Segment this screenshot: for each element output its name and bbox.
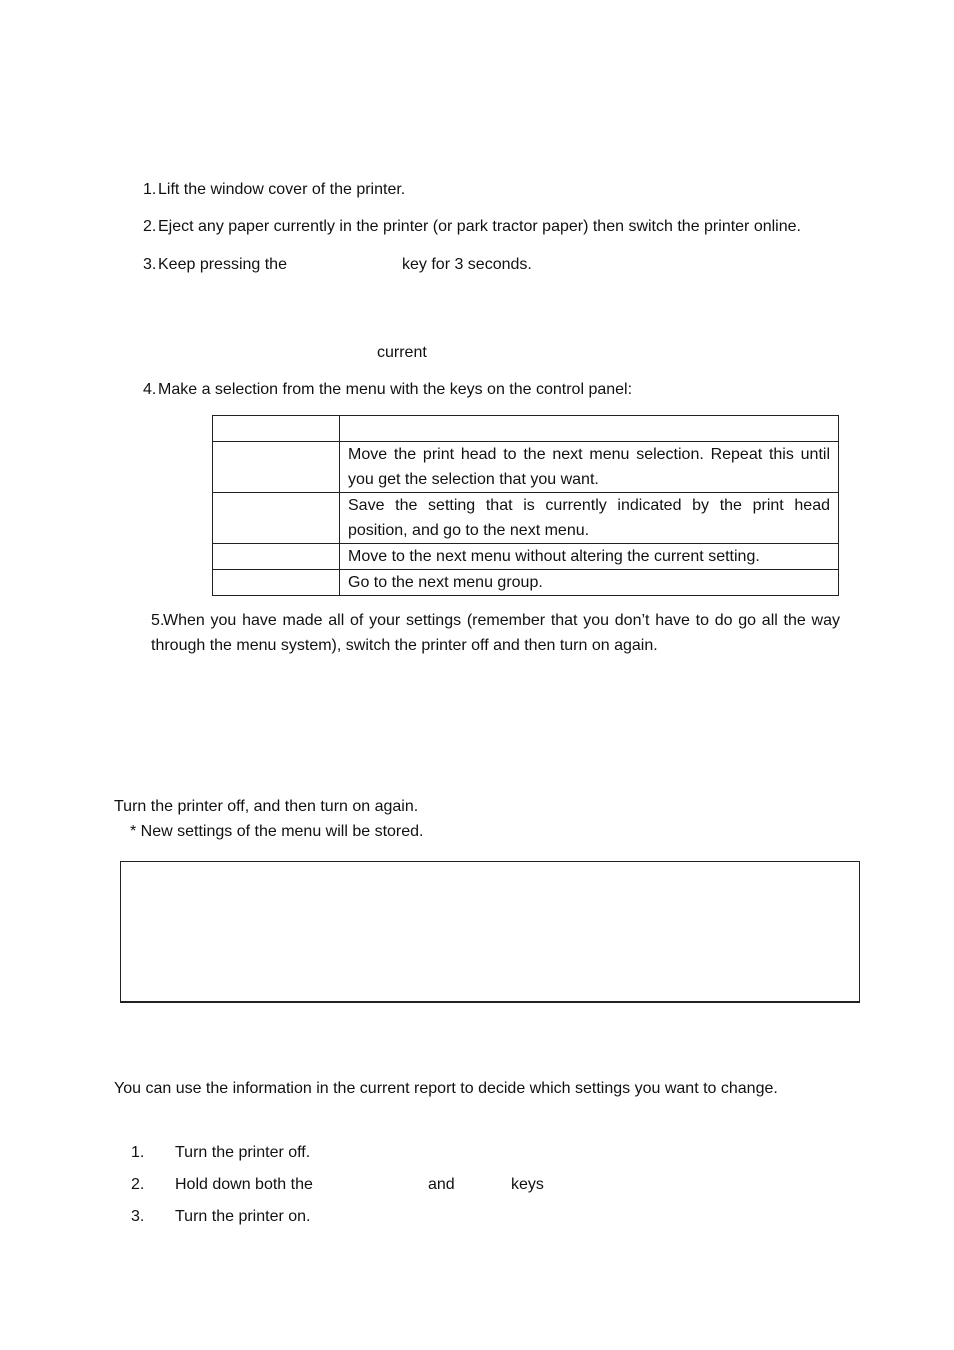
step-b-2-text-mid: and — [428, 1176, 455, 1193]
step-number: 1. — [143, 181, 157, 198]
note-box — [120, 861, 860, 1003]
key-cell — [213, 570, 340, 596]
step-number: 3. — [143, 256, 157, 273]
step-text-before: Keep pressing the — [158, 256, 287, 273]
step-text: Eject any paper currently in the printer (or park tractor paper) then switch the printer online. — [158, 218, 801, 235]
step-4 — [143, 380, 632, 400]
description-cell: Save the setting that is currently indicated by the print head position, and go to the next menu. — [340, 493, 839, 544]
table-row — [213, 493, 839, 544]
step-b-2-text-after: keys — [511, 1176, 544, 1193]
step-number: 5. — [151, 612, 165, 629]
step-3 — [143, 255, 287, 275]
step-text: Make a selection from the menu with the keys on the control panel: — [158, 381, 633, 398]
step-number: 2. — [143, 218, 157, 235]
description-cell — [340, 416, 839, 442]
step-b-3-number: 3. — [131, 1208, 145, 1225]
description-cell: Move to the next menu without altering the current setting. — [340, 544, 839, 570]
table-row — [213, 442, 839, 493]
table-row — [213, 570, 839, 596]
table-row — [213, 416, 839, 442]
step-b-2-number: 2. — [131, 1176, 145, 1193]
description-cell: Move the print head to the next menu selection. Repeat this until you get the selection that you want. — [340, 442, 839, 493]
key-function-table — [212, 415, 839, 596]
key-cell — [213, 442, 340, 493]
report-paragraph: You can use the information in the current report to decide which settings you want to change. — [114, 1080, 778, 1097]
stored-note: * New settings of the menu will be stored. — [130, 823, 424, 840]
step-b-2-text-before: Hold down both the — [175, 1176, 313, 1193]
step-number: 4. — [143, 381, 157, 398]
step-b-1-text: Turn the printer off. — [175, 1144, 311, 1161]
table-row — [213, 544, 839, 570]
description-cell: Go to the next menu group. — [340, 570, 839, 596]
step-3-after: key for 3 seconds. — [402, 256, 532, 273]
step-2 — [143, 217, 801, 237]
step-1 — [143, 180, 405, 200]
turn-off-instruction: Turn the printer off, and then turn on again. — [114, 798, 419, 815]
key-cell — [213, 416, 340, 442]
step-text: Lift the window cover of the printer. — [158, 181, 406, 198]
step-text: When you have made all of your settings (remember that you don’t have to do go all the way through the menu system), switch the printer off and then turn on again. — [151, 612, 840, 654]
step-b-1-number: 1. — [131, 1144, 145, 1161]
step-b-3-text: Turn the printer on. — [175, 1208, 311, 1225]
step-5 — [151, 608, 840, 658]
key-cell — [213, 493, 340, 544]
key-cell — [213, 544, 340, 570]
current-label: current — [377, 344, 427, 361]
